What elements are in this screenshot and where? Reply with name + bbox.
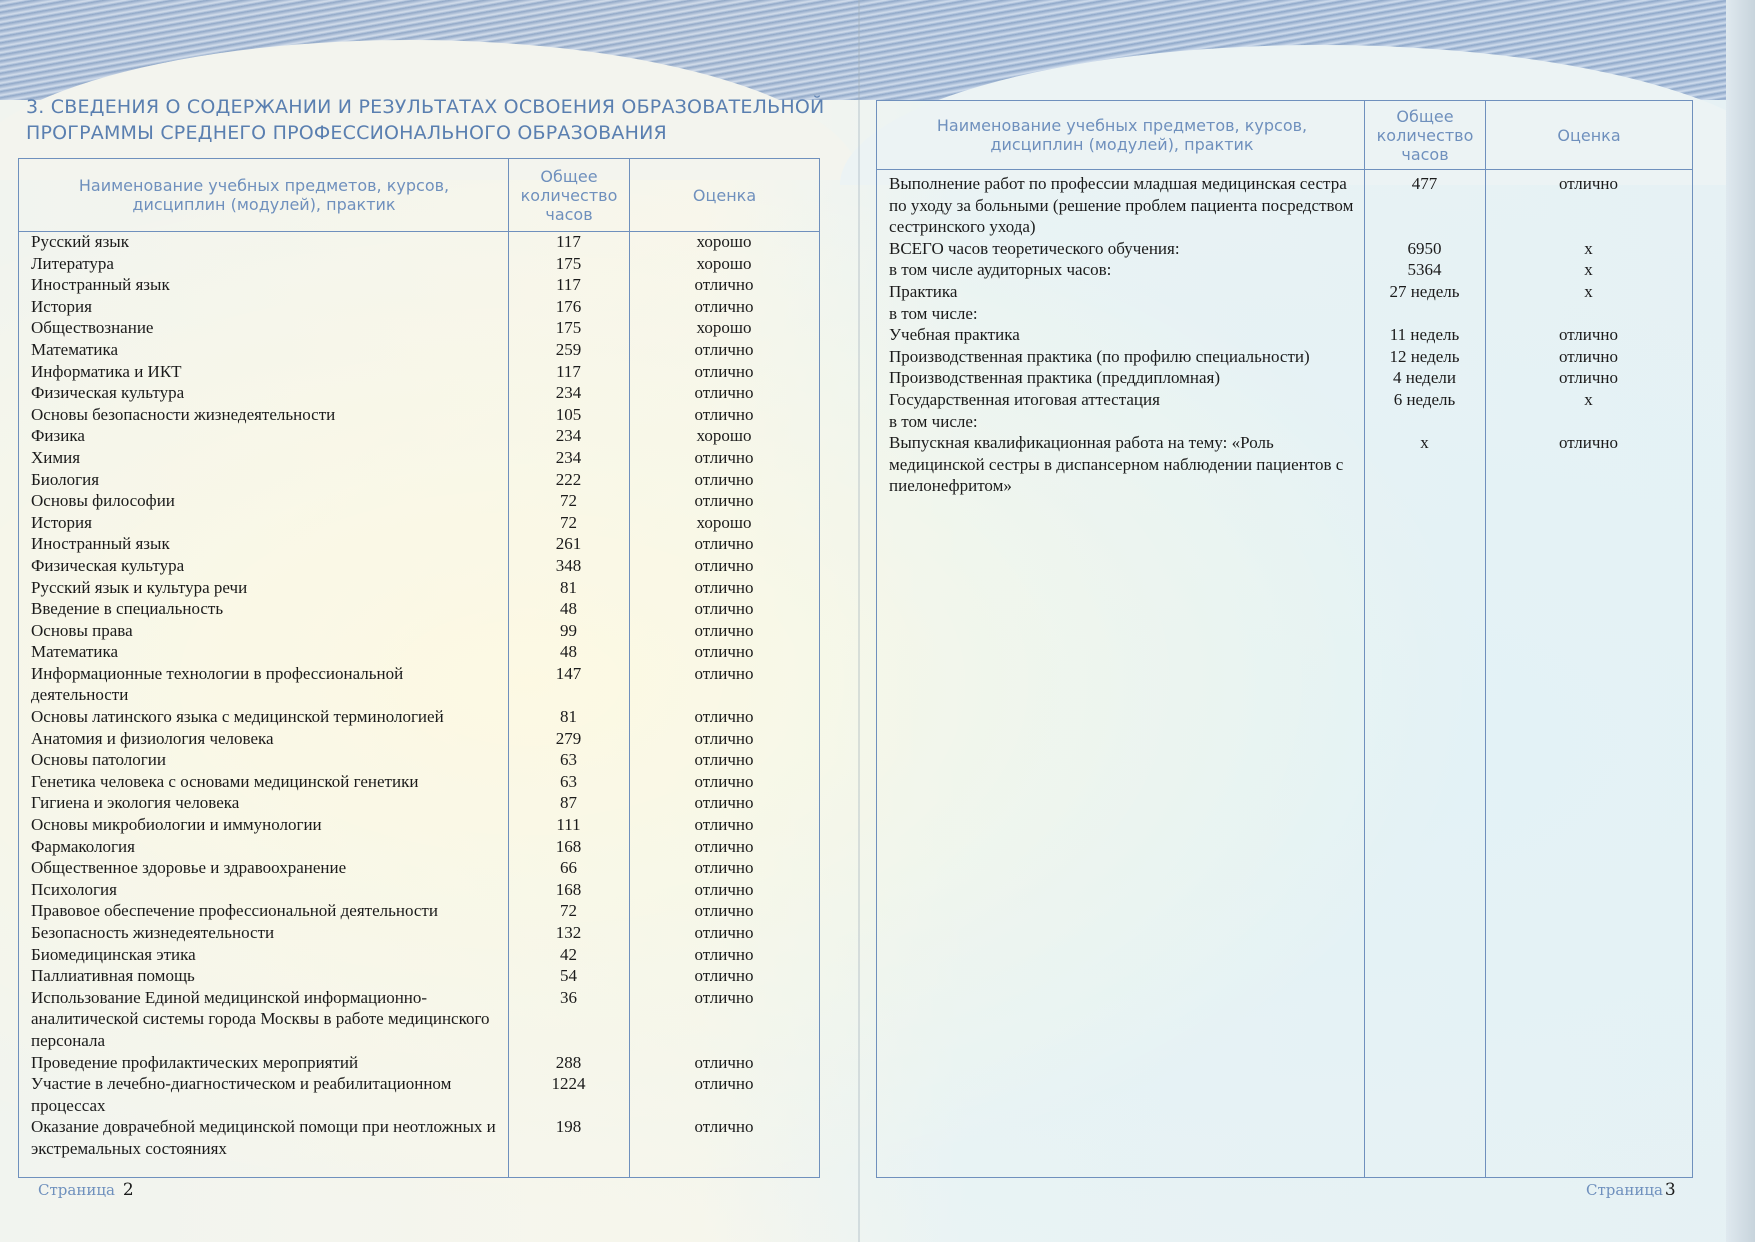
subject-hours: 477 [1411, 174, 1438, 193]
subject-grade: отлично [694, 296, 754, 316]
subject-grade: отлично [694, 361, 754, 381]
subject-name: в том числе аудиторных часов: [889, 260, 1112, 280]
subject-hours: 48 [560, 599, 577, 619]
subject-hours: 117 [556, 275, 581, 295]
subject-hours: 72 [560, 512, 577, 532]
subject-hours: 81 [560, 707, 577, 727]
subject-name: в том числе: [889, 411, 978, 431]
page-number-left [38, 1180, 134, 1200]
subject-grade: отлично [694, 923, 754, 942]
table-row [19, 533, 819, 555]
subject-grade: отлично [694, 577, 754, 597]
subject-hours: 117 [556, 361, 581, 381]
subject-name: Информатика и ИКТ [31, 361, 182, 381]
subject-hours: 99 [560, 620, 577, 640]
subject-hours: 11 недель [1389, 325, 1460, 345]
subject-grade: отлично [694, 339, 754, 359]
subject-hours: 147 [555, 663, 582, 683]
subject-grade: отлично [1558, 174, 1618, 193]
subject-grade: отлично [694, 663, 754, 683]
subject-hours: 234 [555, 383, 582, 403]
page-number: 2 [122, 1180, 134, 1200]
table-row [877, 303, 1692, 325]
subject-hours: 63 [560, 750, 577, 770]
page-edge [1726, 0, 1755, 1242]
table-row [877, 259, 1692, 281]
subject-grade: отлично [1558, 433, 1618, 453]
subject-grade: х [1584, 260, 1593, 280]
subject-hours [1364, 411, 1485, 433]
subject-grade: отлично [694, 275, 754, 295]
subject-grade: отлично [694, 469, 754, 489]
subject-hours: 81 [560, 577, 577, 597]
header-grade: Оценка [692, 185, 757, 205]
subject-grade: отлично [694, 555, 754, 575]
subject-hours: 175 [555, 253, 582, 273]
table-row [19, 836, 819, 858]
subject-grade: отлично [694, 1052, 754, 1072]
table-row [19, 1052, 819, 1074]
subject-hours: 5364 [1407, 260, 1442, 280]
subject-hours: 132 [555, 923, 582, 942]
subject-name: Использование Единой медицинской информационно-аналитической системы города Москвы в работе медицинского персонала [31, 987, 490, 1050]
table-row [19, 922, 819, 944]
subject-grade: х [1584, 389, 1593, 409]
subject-name: Литература [31, 253, 114, 273]
subject-hours: 27 недель [1389, 281, 1460, 301]
subject-name: Оказание доврачебной медицинской помощи при неотложных и экстремальных состояниях [31, 1117, 496, 1158]
table-row [19, 857, 819, 879]
table-row [19, 231, 819, 253]
subject-hours: 87 [560, 793, 577, 813]
table-row [19, 792, 819, 814]
table-row [877, 432, 1692, 497]
subject-grade: отлично [694, 383, 754, 403]
subject-grade: отлично [1558, 346, 1618, 366]
subject-hours: 6 недель [1393, 389, 1456, 409]
subject-hours: 36 [560, 987, 577, 1007]
subject-hours: 288 [555, 1052, 582, 1072]
header-hours: Общее количество часов [1376, 106, 1474, 164]
subject-name: Биология [31, 469, 100, 489]
subject-name: Русский язык и культура речи [31, 577, 248, 597]
page-label: Страница [38, 1181, 115, 1199]
header-name: Наименование учебных предметов, курсов, дисциплин (модулей), практик [78, 176, 450, 214]
left-subjects-table [18, 158, 820, 1178]
subject-hours: 12 недель [1389, 346, 1460, 366]
subject-name: Проведение профилактических мероприятий [31, 1052, 359, 1072]
subject-grade: отлично [694, 707, 754, 727]
subject-name: Физическая культура [31, 383, 185, 403]
subject-hours: 105 [555, 404, 582, 424]
subject-hours: 72 [560, 901, 577, 921]
table-row [19, 900, 819, 922]
subject-grade: отлично [694, 858, 754, 878]
table-row [19, 296, 819, 318]
table-row [19, 620, 819, 642]
subject-hours: 6950 [1407, 238, 1442, 258]
subject-name: Производственная практика (преддипломная) [889, 368, 1221, 388]
table-row [19, 598, 819, 620]
subject-hours: 348 [555, 555, 582, 575]
subject-grade: отлично [1558, 325, 1618, 345]
subject-grade: отлично [694, 750, 754, 770]
subject-name: Информационные технологии в профессиональной деятельности [31, 663, 404, 705]
subject-grade: хорошо [696, 318, 752, 338]
subject-grade: отлично [694, 728, 754, 748]
subject-name: Выполнение работ по профессии младшая медицинская сестра по уходу за больными (решение проблем пациента посредством сестринского ухода) [889, 174, 1354, 237]
table-row [19, 577, 819, 599]
right-subjects-table [876, 100, 1693, 1178]
subject-grade: отлично [694, 534, 754, 554]
table-row [19, 425, 819, 447]
subject-name: Участие в лечебно-диагностическом и реабилитационном процессах [31, 1074, 452, 1115]
subject-hours: 222 [555, 469, 582, 489]
subject-name: Государственная итоговая аттестация [889, 389, 1160, 409]
header-divider [877, 169, 1692, 170]
table-row [19, 771, 819, 793]
table-row [19, 879, 819, 901]
subject-name: Психология [31, 879, 117, 899]
subject-grade: хорошо [696, 253, 752, 273]
subject-name: Основы латинского языка с медицинской терминологией [31, 707, 444, 727]
table-row [19, 404, 819, 426]
table-row [19, 339, 819, 361]
subject-name: Общественное здоровье и здравоохранение [31, 858, 347, 878]
subject-grade: х [1584, 238, 1593, 258]
subject-name: Гигиена и экология человека [31, 793, 240, 813]
subject-hours: 117 [556, 232, 581, 251]
subject-name: Паллиативная помощь [31, 966, 195, 986]
left-table-body [19, 231, 819, 1160]
subject-hours: 4 недели [1393, 368, 1456, 388]
page-label: Страница [1586, 1181, 1663, 1199]
subject-hours: 234 [555, 447, 582, 467]
subject-grade: отлично [694, 491, 754, 511]
subject-name: Выпускная квалификационная работа на тему: «Роль медицинской сестры в диспансерном наблюдении пациентов с пиелонефритом» [889, 433, 1344, 496]
subject-name: Основы микробиологии и иммунологии [31, 815, 322, 835]
table-row [877, 238, 1692, 260]
subject-hours: 279 [555, 728, 582, 748]
subject-grade: хорошо [696, 426, 752, 446]
table-row [19, 663, 819, 706]
subject-name: Математика [31, 339, 119, 359]
table-row [19, 490, 819, 512]
subject-grade: отлично [694, 901, 754, 921]
header-hours: Общее количество часов [520, 166, 618, 224]
table-row [19, 253, 819, 275]
table-row [877, 324, 1692, 346]
table-row [19, 274, 819, 296]
subject-grade: отлично [694, 404, 754, 424]
subject-hours: 198 [555, 1117, 582, 1137]
subject-grade: отлично [694, 1117, 754, 1137]
subject-name: Введение в специальность [31, 599, 224, 619]
subject-hours: 168 [555, 836, 582, 856]
table-row [19, 641, 819, 663]
subject-name: Анатомия и физиология человека [31, 728, 274, 748]
right-table-body [877, 173, 1692, 497]
subject-name: в том числе: [889, 303, 978, 323]
subject-name: Химия [31, 447, 81, 467]
subject-grade: отлично [694, 815, 754, 835]
page-number: 3 [1664, 1180, 1676, 1200]
subject-grade: отлично [694, 987, 754, 1007]
subject-name: Основы права [31, 620, 133, 640]
book-spine [858, 0, 860, 1242]
page-number-right [1586, 1180, 1676, 1200]
subject-name: ВСЕГО часов теоретического обучения: [889, 238, 1180, 258]
header-grade: Оценка [1557, 125, 1621, 145]
subject-hours: 63 [560, 771, 577, 791]
subject-grade [1485, 411, 1692, 433]
subject-hours: 261 [555, 534, 582, 554]
header-name: Наименование учебных предметов, курсов, дисциплин (модулей), практик [936, 116, 1308, 154]
subject-grade: хорошо [696, 232, 752, 251]
subject-grade: отлично [694, 447, 754, 467]
subject-grade: хорошо [696, 512, 752, 532]
subject-grade: отлично [694, 771, 754, 791]
table-row [19, 944, 819, 966]
subject-grade [1485, 303, 1692, 325]
table-row [19, 728, 819, 750]
subject-hours: 175 [555, 318, 582, 338]
subject-name: Фармакология [31, 836, 135, 856]
table-row [19, 1116, 819, 1159]
subject-name: Физика [31, 426, 85, 446]
subject-grade: отлично [694, 793, 754, 813]
table-row [877, 367, 1692, 389]
subject-hours: 54 [560, 966, 577, 986]
subject-name: История [31, 512, 92, 532]
table-row [877, 346, 1692, 368]
subject-grade: отлично [694, 620, 754, 640]
table-row [19, 1073, 819, 1116]
subject-grade: отлично [694, 836, 754, 856]
subject-grade: отлично [694, 1074, 754, 1094]
subject-name: Русский язык [31, 232, 129, 251]
subject-grade: отлично [694, 966, 754, 986]
subject-name: Производственная практика (по профилю специальности) [889, 346, 1310, 366]
subject-grade: отлично [694, 944, 754, 964]
subject-name: История [31, 296, 92, 316]
subject-name: Обществознание [31, 318, 154, 338]
subject-hours: 1224 [551, 1074, 586, 1094]
subject-grade: отлично [1558, 368, 1618, 388]
subject-name: Биомедицинская этика [31, 944, 196, 964]
subject-name: Иностранный язык [31, 534, 170, 554]
subject-grade: отлично [694, 599, 754, 619]
table-row [19, 447, 819, 469]
subject-name: Основы безопасности жизнедеятельности [31, 404, 336, 424]
subject-grade: отлично [694, 642, 754, 662]
table-row [19, 965, 819, 987]
subject-name: Иностранный язык [31, 275, 170, 295]
subject-hours [1364, 303, 1485, 325]
table-row [19, 814, 819, 836]
subject-hours: 48 [560, 642, 577, 662]
subject-name: Основы патологии [31, 750, 166, 770]
subject-name: Физическая культура [31, 555, 185, 575]
subject-hours: х [1420, 433, 1429, 453]
subject-name: Генетика человека с основами медицинской генетики [31, 771, 419, 791]
table-row [877, 281, 1692, 303]
table-row [19, 382, 819, 404]
section-title: 3. СВЕДЕНИЯ О СОДЕРЖАНИИ И РЕЗУЛЬТАТАХ ОСВОЕНИЯ ОБРАЗОВАТЕЛЬНОЙ ПРОГРАММЫ СРЕДНЕГО ПРОФЕССИОНАЛЬНОГО ОБРАЗОВАНИЯ [26, 96, 825, 144]
table-row [19, 987, 819, 1052]
subject-hours: 42 [560, 944, 577, 964]
subject-hours: 72 [560, 491, 577, 511]
subject-name: Основы философии [31, 491, 175, 511]
subject-name: Учебная практика [889, 325, 1020, 345]
table-row [19, 706, 819, 728]
subject-name: Математика [31, 642, 119, 662]
table-row [19, 361, 819, 383]
table-row [877, 173, 1692, 238]
subject-hours: 168 [555, 879, 582, 899]
table-row [877, 411, 1692, 433]
subject-hours: 66 [560, 858, 577, 878]
subject-hours: 111 [556, 815, 581, 835]
table-row [19, 749, 819, 771]
subject-hours: 259 [555, 339, 582, 359]
table-row [19, 317, 819, 339]
subject-grade: отлично [694, 879, 754, 899]
subject-name: Практика [889, 281, 958, 301]
subject-name: Правовое обеспечение профессиональной деятельности [31, 901, 438, 921]
subject-grade: х [1584, 281, 1593, 301]
subject-hours: 176 [555, 296, 582, 316]
table-row [19, 469, 819, 491]
table-row [19, 555, 819, 577]
subject-name: Безопасность жизнедеятельности [31, 923, 275, 942]
subject-hours: 234 [555, 426, 582, 446]
table-row [19, 512, 819, 534]
table-row [877, 389, 1692, 411]
